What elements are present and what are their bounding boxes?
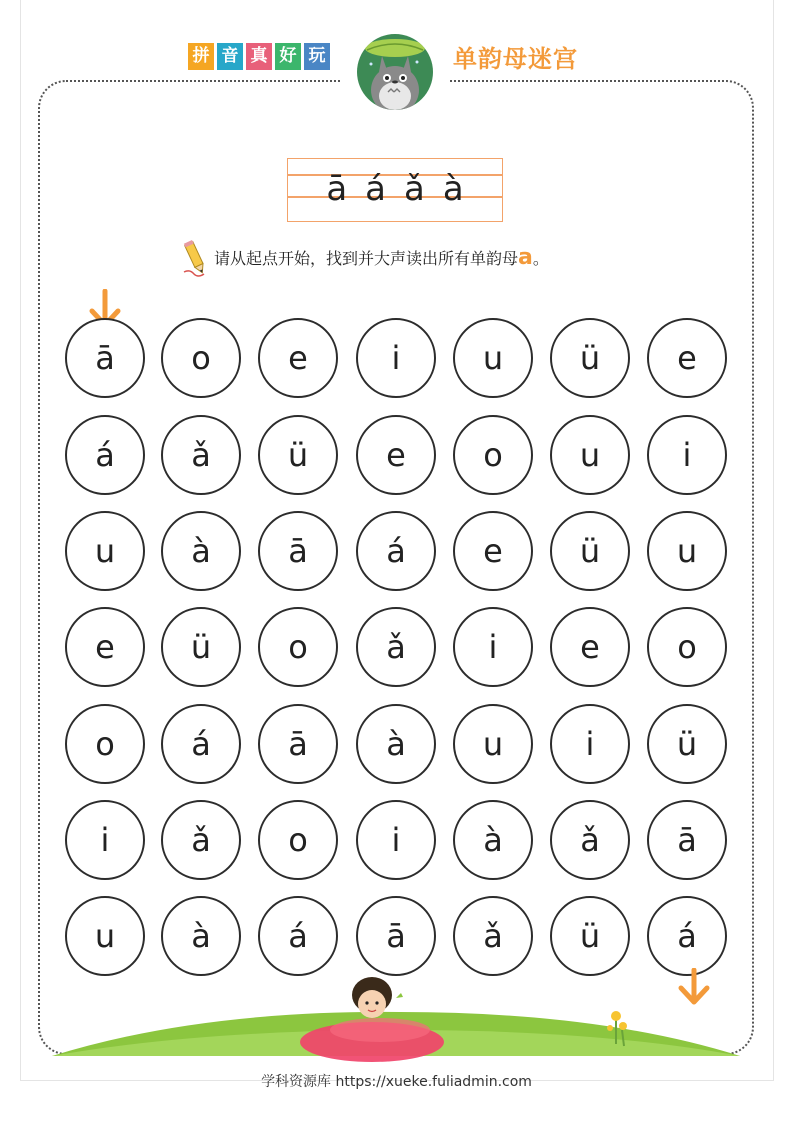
maze-cell[interactable]: ā bbox=[647, 800, 727, 880]
maze-cell[interactable]: e bbox=[356, 415, 436, 495]
maze-cell[interactable]: e bbox=[258, 318, 338, 398]
header-tags bbox=[188, 43, 330, 70]
maze-cell[interactable]: ǎ bbox=[161, 415, 241, 495]
tone-mark: ǎ bbox=[404, 169, 425, 209]
maze-cell[interactable]: à bbox=[161, 511, 241, 591]
tone-mark: á bbox=[365, 169, 386, 209]
maze-cell[interactable]: i bbox=[356, 800, 436, 880]
maze-cell[interactable]: ǎ bbox=[356, 607, 436, 687]
maze-cell[interactable]: á bbox=[258, 896, 338, 976]
maze-cell[interactable]: ā bbox=[258, 704, 338, 784]
worksheet-title: 单韵母迷宫 bbox=[453, 45, 578, 73]
header-tag: 真 bbox=[246, 43, 272, 70]
maze-cell[interactable]: ǎ bbox=[161, 800, 241, 880]
maze-cell[interactable]: o bbox=[258, 800, 338, 880]
maze-cell[interactable]: ā bbox=[65, 318, 145, 398]
maze-cell[interactable]: o bbox=[258, 607, 338, 687]
maze-cell[interactable]: o bbox=[161, 318, 241, 398]
maze-cell[interactable]: u bbox=[647, 511, 727, 591]
maze-cell[interactable]: ü bbox=[550, 896, 630, 976]
tone-mark: ā bbox=[326, 169, 348, 209]
header-tag: 音 bbox=[217, 43, 243, 70]
header-tag: 玩 bbox=[304, 43, 330, 70]
totoro-mascot-icon bbox=[357, 34, 433, 110]
tone-display-box bbox=[287, 158, 503, 222]
maze-cell[interactable]: i bbox=[356, 318, 436, 398]
maze-cell[interactable]: à bbox=[161, 896, 241, 976]
maze-cell[interactable]: ā bbox=[356, 896, 436, 976]
maze-cell[interactable]: ǎ bbox=[550, 800, 630, 880]
maze-cell[interactable]: e bbox=[550, 607, 630, 687]
maze-cell[interactable]: ü bbox=[550, 511, 630, 591]
header-tag: 拼 bbox=[188, 43, 214, 70]
maze-cell[interactable]: o bbox=[65, 704, 145, 784]
maze-cell[interactable]: u bbox=[453, 318, 533, 398]
maze-cell[interactable]: à bbox=[453, 800, 533, 880]
header-tag: 好 bbox=[275, 43, 301, 70]
maze-cell[interactable]: e bbox=[647, 318, 727, 398]
maze-cell[interactable]: á bbox=[356, 511, 436, 591]
maze-cell[interactable]: i bbox=[647, 415, 727, 495]
maze-cell[interactable]: ü bbox=[161, 607, 241, 687]
maze-cell[interactable]: ǎ bbox=[453, 896, 533, 976]
maze-cell[interactable]: u bbox=[65, 511, 145, 591]
maze-cell[interactable]: á bbox=[647, 896, 727, 976]
maze-cell[interactable]: á bbox=[65, 415, 145, 495]
page-edge-right bbox=[773, 0, 774, 1080]
pencil-icon bbox=[180, 238, 212, 278]
maze-cell[interactable]: o bbox=[647, 607, 727, 687]
instruction-text: 请从起点开始，找到并大声读出所有单韵母a。 bbox=[214, 245, 549, 270]
maze-cell[interactable]: e bbox=[453, 511, 533, 591]
maze-cell[interactable]: u bbox=[65, 896, 145, 976]
instruction-highlight: a bbox=[518, 245, 533, 270]
page-edge-left bbox=[20, 0, 21, 1080]
tone-mark: à bbox=[442, 169, 464, 209]
footer-source: 学科资源库 https://xueke.fuliadmin.com bbox=[261, 1074, 532, 1090]
maze-cell[interactable]: ü bbox=[258, 415, 338, 495]
maze-cell[interactable]: u bbox=[453, 704, 533, 784]
maze-cell[interactable]: i bbox=[550, 704, 630, 784]
maze-cell[interactable]: á bbox=[161, 704, 241, 784]
maze-cell[interactable]: ü bbox=[550, 318, 630, 398]
maze-cell[interactable]: e bbox=[65, 607, 145, 687]
maze-cell[interactable]: à bbox=[356, 704, 436, 784]
maze-cell[interactable]: i bbox=[65, 800, 145, 880]
end-arrow-icon bbox=[677, 968, 711, 1008]
maze-cell[interactable]: ü bbox=[647, 704, 727, 784]
maze-cell[interactable]: i bbox=[453, 607, 533, 687]
maze-cell[interactable]: o bbox=[453, 415, 533, 495]
maze-cell[interactable]: ā bbox=[258, 511, 338, 591]
maze-cell[interactable]: u bbox=[550, 415, 630, 495]
